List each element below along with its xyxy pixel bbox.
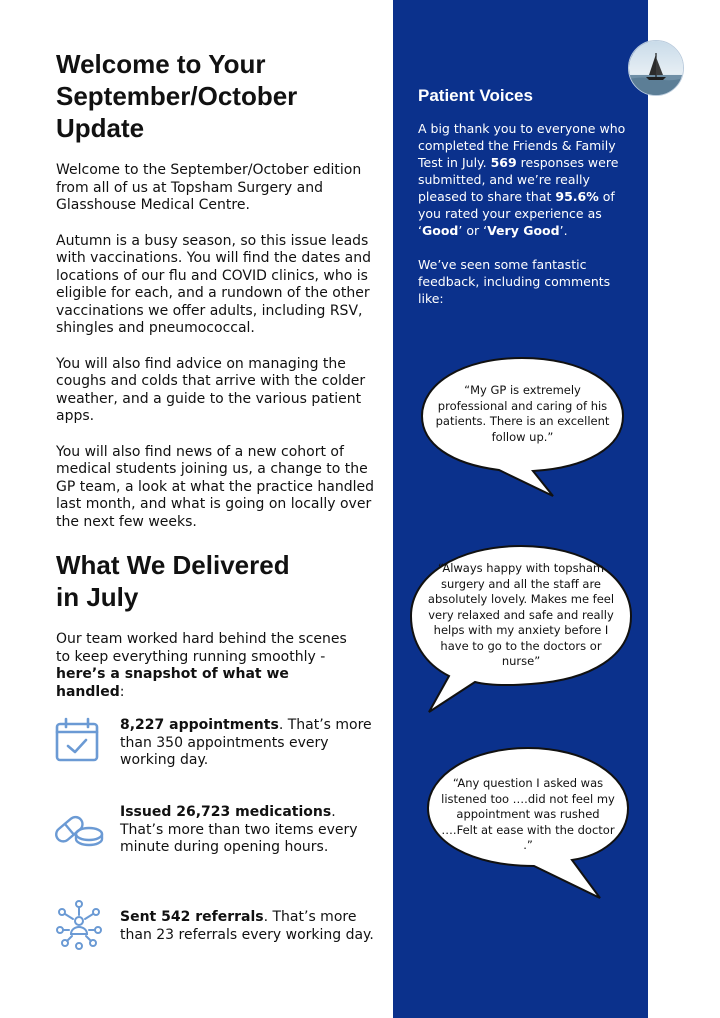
delivered-lead-text: Our team worked hard behind the scenes to keep everything running smoothly - <box>56 631 347 665</box>
quote-3: “Any question I asked was listened too ….did not feel my appointment was rushed ….Felt at ease with the doctor .” <box>441 776 615 852</box>
pv-response-count: 569 <box>490 155 517 170</box>
pv-text-a: A big thank you to everyone who completed the Friends & Family Test in July. <box>418 121 626 170</box>
patient-voices-intro <box>418 120 638 324</box>
delivered-lead-bold: here’s a snapshot of what we handled <box>56 666 289 700</box>
delivered-lead <box>56 631 351 701</box>
page-title: Welcome to Your September/October Update <box>56 49 298 143</box>
stat-appointments-text <box>120 717 372 770</box>
calendar-check-icon <box>54 717 104 767</box>
sailboat-logo-image <box>629 41 683 95</box>
intro-paragraph-1: Welcome to the September/October edition from all of us at Topsham Surgery and Glasshouse Medical Centre. <box>56 162 362 213</box>
stat-appointments-rest: . That’s more than 350 appointments every working day. <box>120 717 372 768</box>
intro-paragraph-2: Autumn is a busy season, so this issue leads with vaccinations. You will find the dates and locations of our flu and COVID clinics, who is eligible for each, and a rundown of the other vaccinations we offer adults, including RSV, shingles and pneumococcal. <box>56 232 372 336</box>
stat-medications-bold: Issued 26,723 medications <box>120 804 332 820</box>
network-referral-icon <box>54 900 104 950</box>
pills-icon <box>54 804 104 854</box>
speech-bubble-3 <box>422 742 634 902</box>
pv-text-e: ’. <box>559 223 568 238</box>
pv-text-b: responses were submitted, and we’re really pleased to share that <box>418 155 619 204</box>
stat-medications-rest: . That’s more than two items every minute during opening hours. <box>120 804 358 855</box>
patient-voices-paragraph-2: We’ve seen some fantastic feedback, including comments like: <box>418 257 611 306</box>
pv-percentage: 95.6% <box>555 189 599 204</box>
stat-referrals-rest: . That’s more than 23 referrals every working day. <box>120 909 374 943</box>
stat-appointments-bold: 8,227 appointments <box>120 717 279 733</box>
delivered-heading: What We Delivered in July <box>56 550 290 612</box>
stat-referrals-text <box>120 909 380 944</box>
pv-text-d: ’ or ‘ <box>458 223 488 238</box>
practice-logo <box>628 40 684 96</box>
quote-2: “Always happy with topsham surgery and all the staff are absolutely lovely. Makes me feel very relaxed and safe and really helps with my anxiety before I have to go to the doctors or nurse” <box>427 561 615 668</box>
intro-paragraph-4: You will also find news of a new cohort of medical students joining us, a change to the GP team, a look at what the practice handled last month, and what is going on locally over the next few weeks. <box>56 443 375 530</box>
speech-bubble-1 <box>415 350 630 500</box>
delivered-lead-end: : <box>119 683 125 700</box>
pv-very-good: Very Good <box>487 223 560 238</box>
pv-good: Good <box>421 223 459 238</box>
quote-1: “My GP is extremely professional and caring of his patients. There is an excellent follow up.” <box>435 383 610 444</box>
stat-referrals-bold: Sent 542 referrals <box>120 909 264 925</box>
speech-bubble-2 <box>405 540 637 718</box>
patient-voices-heading: Patient Voices <box>418 86 533 105</box>
main-column <box>56 48 376 719</box>
patient-voices-paragraph-1 <box>418 120 638 239</box>
pv-text-c: of you rated your experience as ‘ <box>418 189 615 238</box>
stat-medications-text <box>120 804 372 857</box>
intro-paragraph-3: You will also find advice on managing the coughs and colds that arrive with the colder weather, and a guide to the various patient apps. <box>56 355 366 424</box>
